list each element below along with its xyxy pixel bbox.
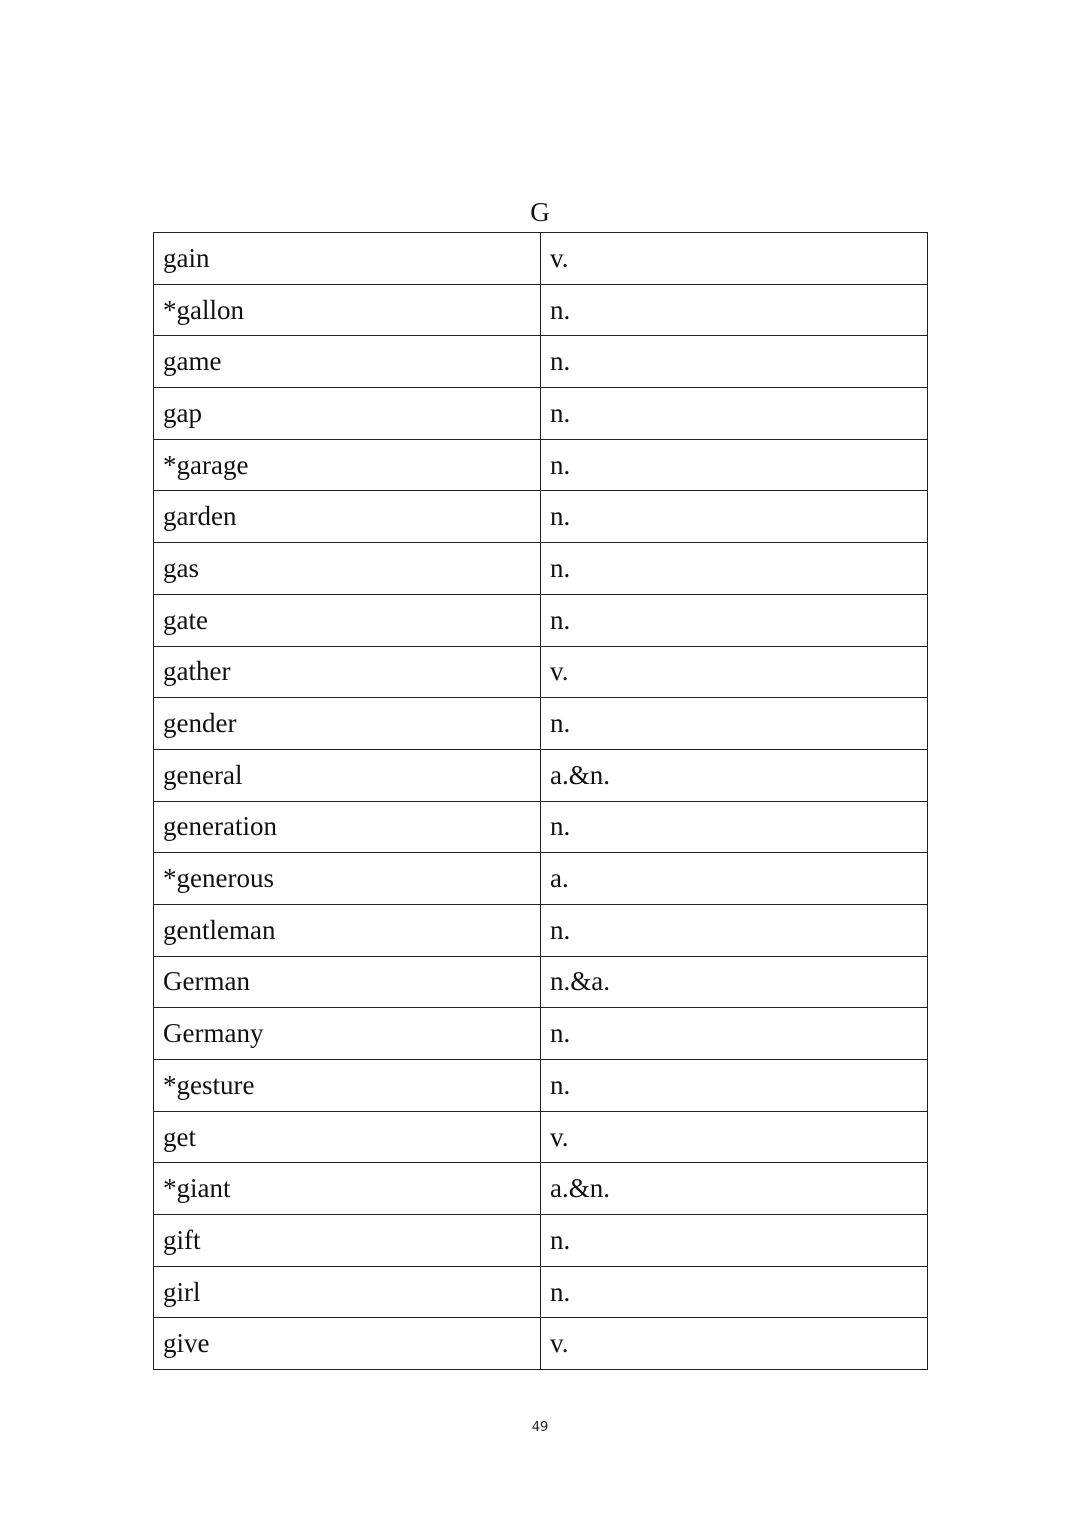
- section-letter-heading: G: [530, 197, 550, 227]
- part-of-speech-cell: a.: [541, 853, 928, 905]
- word-cell: *giant: [154, 1163, 541, 1215]
- table-row: [154, 388, 928, 440]
- part-of-speech-cell: v.: [541, 1111, 928, 1163]
- part-of-speech-cell: a.&n.: [541, 749, 928, 801]
- part-of-speech-cell: n.: [541, 904, 928, 956]
- table-row: [154, 1111, 928, 1163]
- table-row: [154, 1266, 928, 1318]
- word-cell: German: [154, 956, 541, 1008]
- word-cell: gas: [154, 543, 541, 595]
- part-of-speech-cell: n.: [541, 388, 928, 440]
- part-of-speech-cell: n.: [541, 336, 928, 388]
- word-cell: *garage: [154, 439, 541, 491]
- word-cell: gate: [154, 594, 541, 646]
- part-of-speech-cell: n.: [541, 594, 928, 646]
- part-of-speech-cell: n.: [541, 698, 928, 750]
- table-row: [154, 1215, 928, 1267]
- table-row: [154, 1008, 928, 1060]
- table-row: [154, 336, 928, 388]
- part-of-speech-cell: n.: [541, 801, 928, 853]
- vocabulary-table: [153, 232, 928, 1370]
- table-row: [154, 801, 928, 853]
- word-cell: game: [154, 336, 541, 388]
- word-cell: gather: [154, 646, 541, 698]
- part-of-speech-cell: n.: [541, 1008, 928, 1060]
- word-cell: gain: [154, 233, 541, 285]
- table-row: [154, 233, 928, 285]
- part-of-speech-cell: n.: [541, 491, 928, 543]
- word-cell: gap: [154, 388, 541, 440]
- part-of-speech-cell: n.: [541, 1266, 928, 1318]
- vocabulary-table-body: [154, 233, 928, 1370]
- table-row: [154, 594, 928, 646]
- part-of-speech-cell: n.: [541, 1060, 928, 1112]
- table-row: [154, 646, 928, 698]
- word-cell: gift: [154, 1215, 541, 1267]
- table-row: [154, 956, 928, 1008]
- part-of-speech-cell: n.: [541, 439, 928, 491]
- word-cell: *gallon: [154, 284, 541, 336]
- word-cell: give: [154, 1318, 541, 1370]
- table-row: [154, 1163, 928, 1215]
- part-of-speech-cell: n.: [541, 543, 928, 595]
- word-cell: *gesture: [154, 1060, 541, 1112]
- part-of-speech-cell: n.&a.: [541, 956, 928, 1008]
- table-row: [154, 1060, 928, 1112]
- table-row: [154, 491, 928, 543]
- word-cell: *generous: [154, 853, 541, 905]
- word-cell: general: [154, 749, 541, 801]
- table-row: [154, 749, 928, 801]
- part-of-speech-cell: a.&n.: [541, 1163, 928, 1215]
- word-cell: gentleman: [154, 904, 541, 956]
- part-of-speech-cell: n.: [541, 1215, 928, 1267]
- part-of-speech-cell: n.: [541, 284, 928, 336]
- part-of-speech-cell: v.: [541, 233, 928, 285]
- table-row: [154, 284, 928, 336]
- table-row: [154, 439, 928, 491]
- word-cell: girl: [154, 1266, 541, 1318]
- part-of-speech-cell: v.: [541, 1318, 928, 1370]
- word-cell: get: [154, 1111, 541, 1163]
- table-row: [154, 853, 928, 905]
- word-cell: generation: [154, 801, 541, 853]
- word-cell: garden: [154, 491, 541, 543]
- table-row: [154, 698, 928, 750]
- word-cell: Germany: [154, 1008, 541, 1060]
- table-row: [154, 543, 928, 595]
- word-cell: gender: [154, 698, 541, 750]
- table-row: [154, 904, 928, 956]
- part-of-speech-cell: v.: [541, 646, 928, 698]
- table-row: [154, 1318, 928, 1370]
- page-number: 49: [531, 1420, 549, 1435]
